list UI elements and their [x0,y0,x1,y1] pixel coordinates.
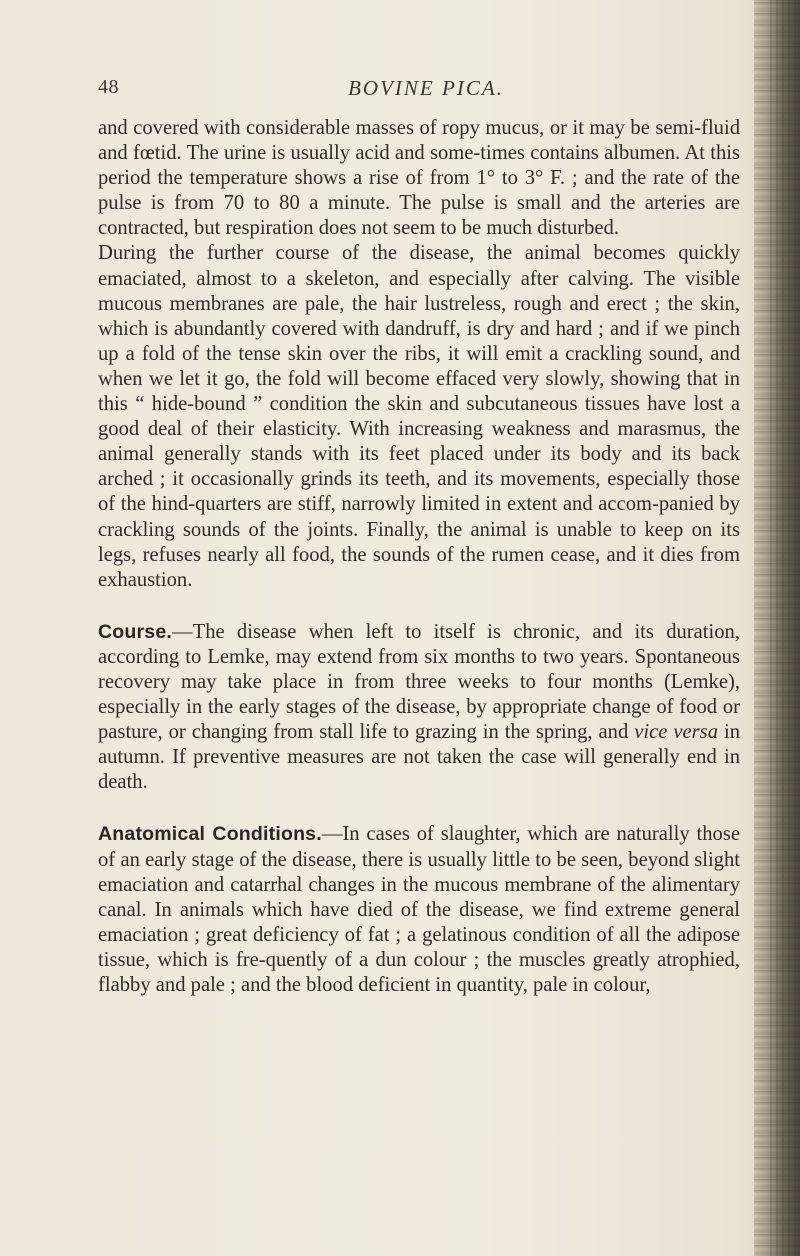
page-number: 48 [98,76,119,98]
course-text: —The disease when left to itself is chronic, and its duration, according to Lemke, may extend from six months to two years. Spontaneous recovery may take place in from three weeks to four months (Lemke), especially in the early stages of the disease, by appropriate change of food or pasture, or changing from stall life to grazing in the spring, and [98,620,740,744]
body-text [98,116,740,998]
page-header [98,76,738,106]
anatomical-heading: Anatomical Conditions. [98,823,322,846]
anatomical-text: —In cases of slaughter, which are naturally those of an early stage of the disease, there is usually little to be seen, beyond slight emaciation and catarrhal changes in the mucous membrane of the alimentary canal. In animals which have died of the disease, we find extreme general emaciation ; great deficiency of fat ; a gelatinous condition of all the adipose tissue, which is fre-quently of a dun colour ; the muscles greatly atrophied, flabby and pale ; and the blood deficient in quantity, pale in colour, [98,823,740,996]
course-italic: vice versa [634,721,718,744]
course-section [98,620,740,796]
paragraph-1: and covered with considerable masses of ropy mucus, or it may be semi-fluid and fœtid. The urine is usually acid and some-times contains albumen. At this period the temperature shows a rise of from 1° to 3° F. ; and the rate of the pulse is from 70 to 80 a minute. The pulse is small and the arteries are contracted, but respiration does not seem to be much disturbed. [98,117,740,240]
running-title: BOVINE PICA. [348,76,504,100]
course-text-end: in autumn. If preventive measures are not taken the case will generally end in death. [98,721,741,794]
course-heading: Course. [98,620,173,643]
paragraph-2: During the further course of the disease, the animal becomes quickly emaciated, almost to a skeleton, and especially after calving. The visible mucous membranes are pale, the hair lustreless, rough and erect ; the skin, which is abundantly covered with dandruff, is dry and hard ; and if we pinch up a fold of the tense skin over the ribs, it will emit a crackling sound, and when we let it go, the fold will become effaced very slowly, showing that in this “ hide-bound ” condition the skin and subcutaneous tissues have lost a good deal of their elasticity. With increasing weakness and marasmus, the animal generally stands with its feet placed under its body and its back arched ; it occasionally grinds its teeth, and its movements, especially those of the hind-quarters are stiff, narrowly limited in extent and accom-panied by crackling sounds of the joints. Finally, the animal is unable to keep on its legs, refuses nearly all food, the sounds of the rumen cease, and it dies from exhaustion. [98,242,740,591]
page-edge-lines [766,0,796,1256]
anatomical-section [98,822,740,998]
